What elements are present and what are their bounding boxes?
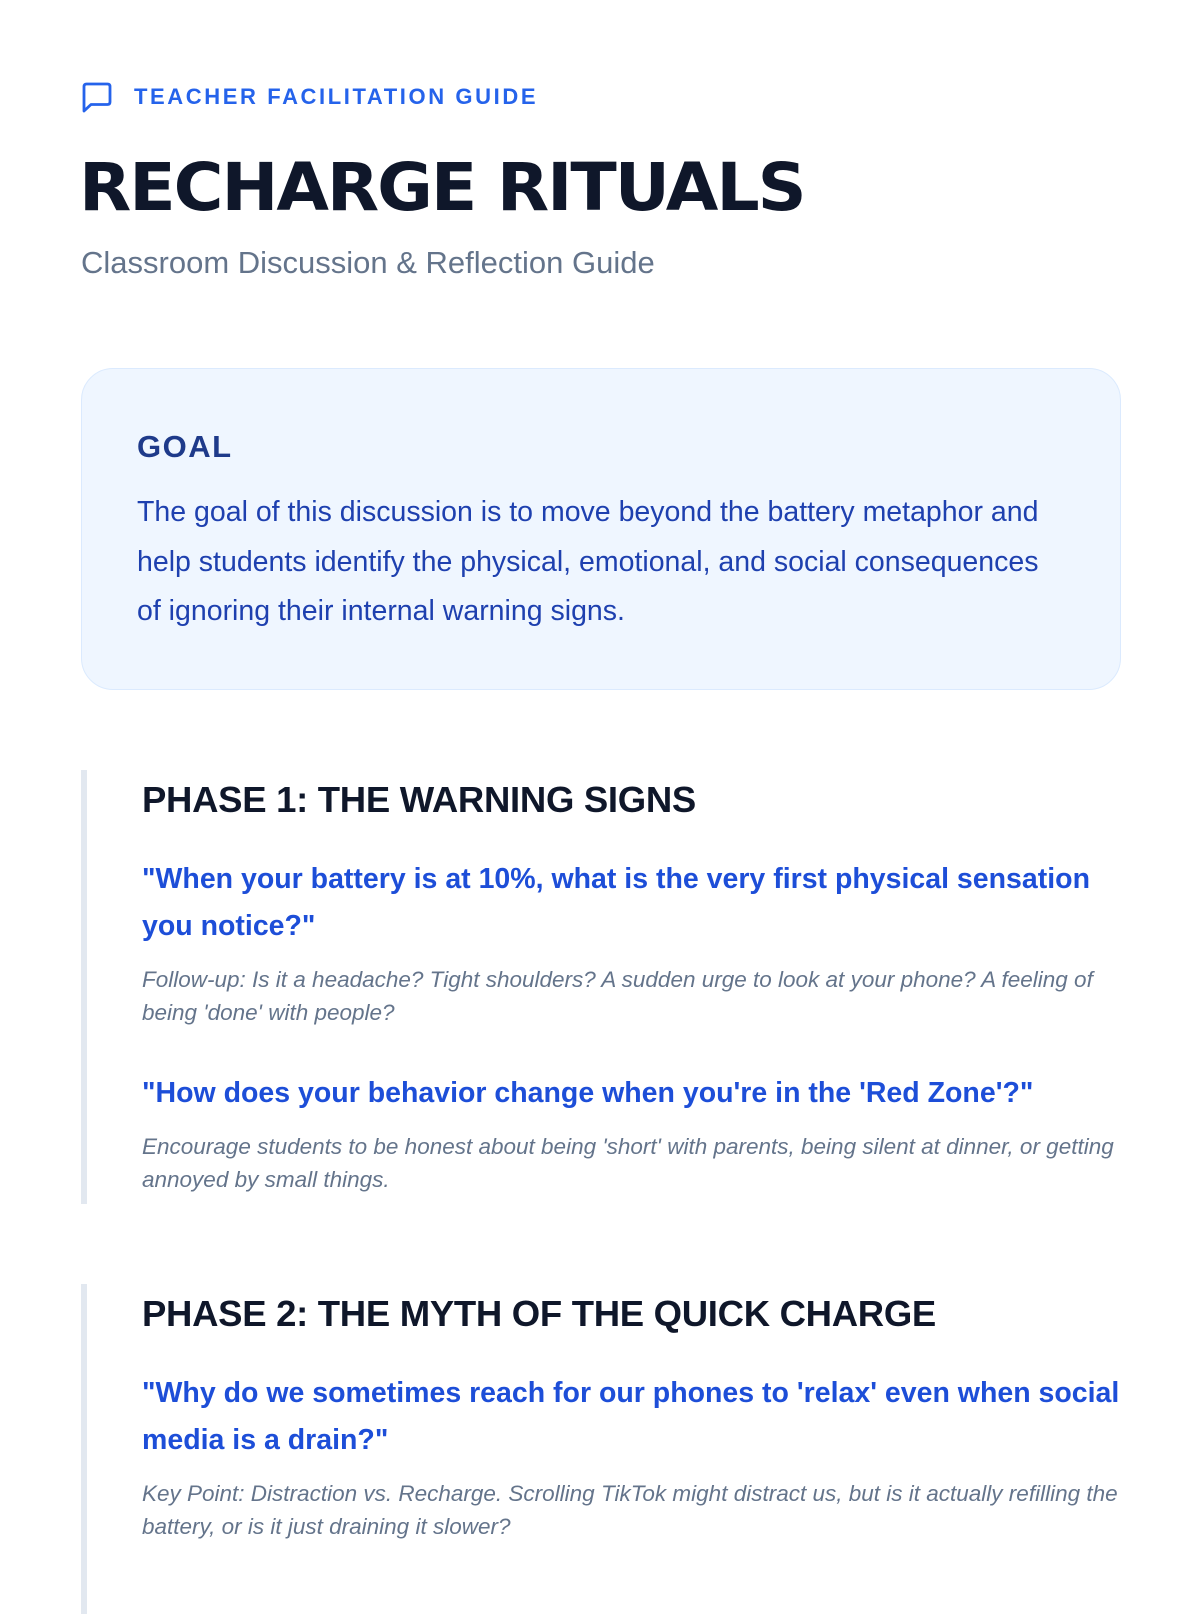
- page-title: RECHARGE RITUALS: [79, 149, 805, 226]
- goal-body: The goal of this discussion is to move beyond the battery metaphor and help students identify the physical, emotional, and social consequences of ignoring their internal warning signs.: [137, 496, 1039, 627]
- kicker-label: TEACHER FACILITATION GUIDE: [134, 84, 539, 109]
- phase-1-section: [81, 770, 1121, 1204]
- phase-1-title: PHASE 1: THE WARNING SIGNS: [142, 779, 696, 820]
- facilitator-note: Key Point: Distraction vs. Recharge. Scrolling TikTok might distract us, but is it actually refilling the battery, or is it just draining it slower?: [142, 1480, 1118, 1539]
- guide-kicker: [81, 80, 538, 114]
- goal-card: [81, 368, 1121, 690]
- discussion-question: "When your battery is at 10%, what is the very first physical sensation you notice?": [142, 862, 1090, 942]
- phase-2-title: PHASE 2: THE MYTH OF THE QUICK CHARGE: [142, 1293, 936, 1334]
- discussion-question: "How does your behavior change when you're in the 'Red Zone'?": [142, 1076, 1034, 1109]
- page-subtitle: Classroom Discussion & Reflection Guide: [81, 245, 655, 280]
- facilitator-note: Encourage students to be honest about being 'short' with parents, being silent at dinner, or getting annoyed by small things.: [142, 1133, 1114, 1192]
- phase-2-section: [81, 1284, 1121, 1614]
- goal-heading: GOAL: [137, 429, 233, 464]
- message-square-icon: [81, 81, 113, 113]
- facilitator-note: Follow-up: Is it a headache? Tight shoulders? A sudden urge to look at your phone? A feeling of being 'done' with people?: [142, 966, 1093, 1025]
- discussion-question: "Why do we sometimes reach for our phones to 'relax' even when social media is a drain?": [142, 1376, 1120, 1456]
